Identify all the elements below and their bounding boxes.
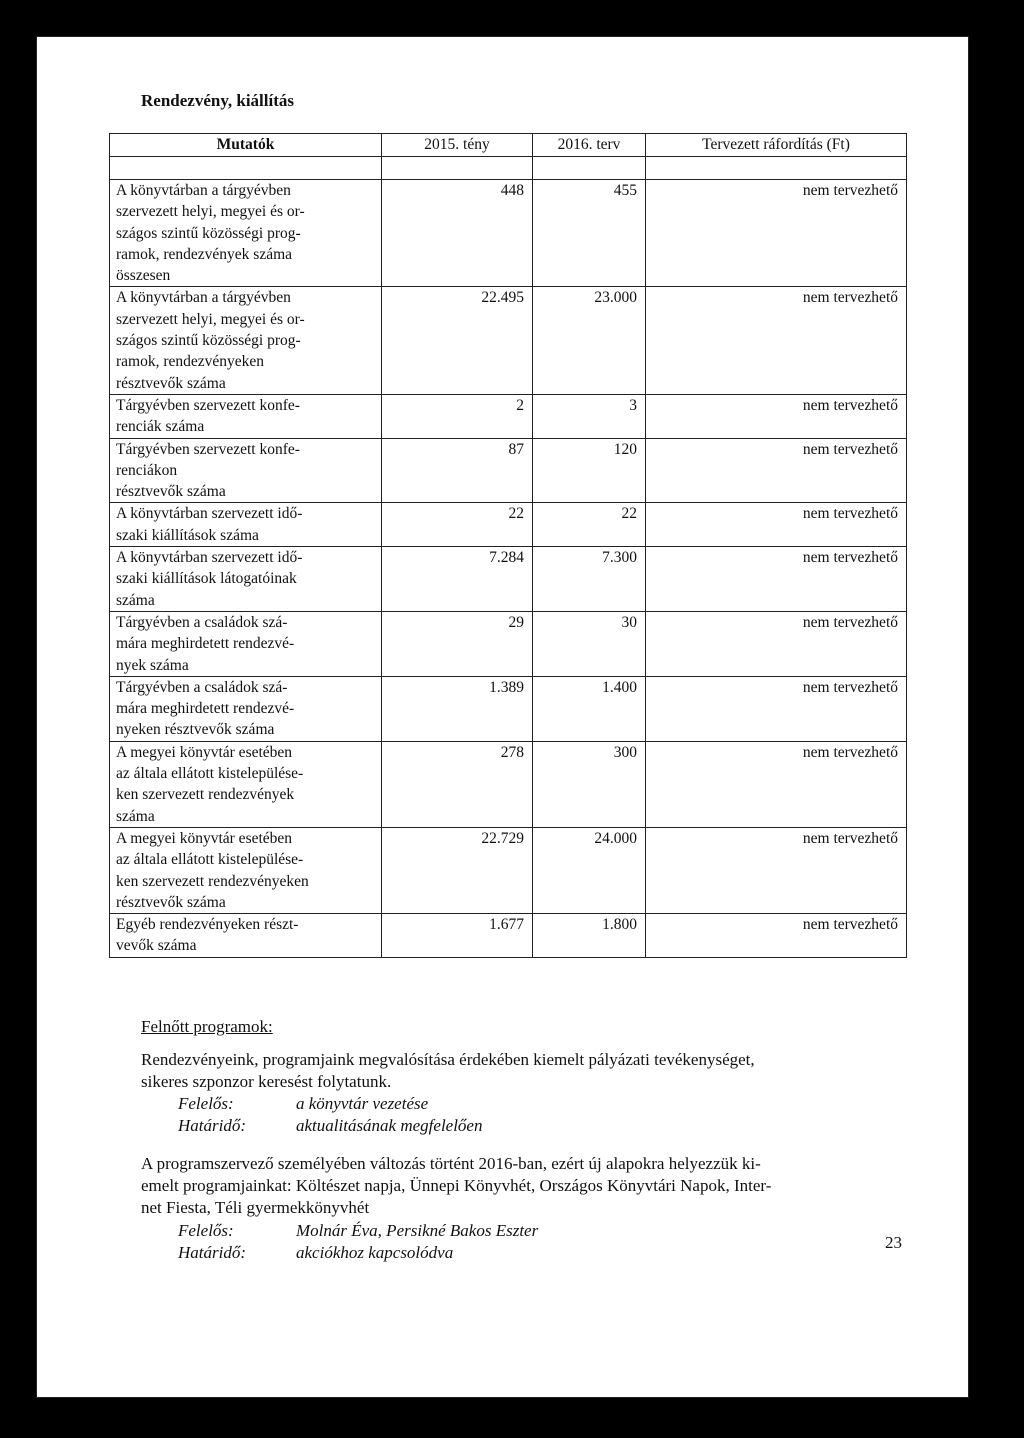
indicator-label-line: az általa ellátott kistelepülése-	[116, 851, 304, 869]
indicator-label-line: vevők száma	[116, 937, 197, 955]
table-row	[110, 914, 907, 958]
value-2016-plan: 24.000	[533, 827, 646, 913]
table-row	[110, 741, 907, 827]
paragraph-line: Rendezvényeink, programjaink megvalósítása érdekében kiemelt pályázati tevékenységet,	[141, 1050, 755, 1069]
indicator-label-line: szágos szintű közösségi prog-	[116, 224, 301, 242]
paragraph-line: emelt programjainkat: Költészet napja, Ünnepi Könyvhét, Országos Könyvtári Napok, Inter-	[141, 1176, 772, 1195]
section-heading: Rendezvény, kiállítás	[141, 91, 295, 110]
indicator-label-line: A könyvtárban a tárgyévben	[116, 289, 291, 307]
planned-cost: nem tervezhető	[646, 741, 907, 827]
planned-cost: nem tervezhető	[646, 914, 907, 958]
indicator-label-line: szaki kiállítások száma	[116, 526, 259, 544]
value-2016-plan: 120	[533, 438, 646, 503]
paragraph-line: A programszervező személyében változás történt 2016-ban, ezért új alapokra helyezzük ki-	[141, 1154, 761, 1173]
indicator-label	[110, 611, 382, 676]
table-row	[110, 547, 907, 612]
value-2015-fact: 278	[382, 741, 533, 827]
paragraph-line: sikeres szponzor keresést folytatunk.	[141, 1072, 392, 1091]
value-2016-plan: 7.300	[533, 547, 646, 612]
table-row	[110, 394, 907, 438]
planned-cost: nem tervezhető	[646, 611, 907, 676]
value-2016-plan: 455	[533, 180, 646, 287]
value-2015-fact: 22.495	[382, 287, 533, 394]
indicator-label-line: A könyvtárban szervezett idő-	[116, 505, 303, 523]
planned-cost: nem tervezhető	[646, 394, 907, 438]
indicator-label-line: renciákon	[116, 461, 178, 479]
header-2016-plan: 2016. terv	[533, 134, 646, 157]
indicator-label-line: Tárgyévben szervezett konfe-	[116, 396, 300, 414]
indicator-label	[110, 180, 382, 287]
table-row	[110, 676, 907, 741]
paragraph-1	[141, 1049, 921, 1093]
indicator-label-line: szervezett helyi, megyei és or-	[116, 203, 305, 221]
indicator-label-line: ramok, rendezvények száma	[116, 245, 293, 263]
indicator-label-line: A könyvtárban a tárgyévben	[116, 182, 291, 199]
indicator-label-line: A megyei könyvtár esetében	[116, 743, 293, 761]
table-row	[110, 503, 907, 547]
table-row	[110, 287, 907, 394]
planned-cost: nem tervezhető	[646, 503, 907, 547]
responsible-label: Felelős:	[178, 1221, 234, 1240]
planned-cost: nem tervezhető	[646, 827, 907, 913]
value-2015-fact: 1.389	[382, 676, 533, 741]
value-2015-fact: 2	[382, 394, 533, 438]
indicator-label-line: száma	[116, 807, 155, 825]
indicator-label-line: összesen	[116, 267, 171, 285]
document-page	[36, 36, 969, 1398]
indicator-label	[110, 676, 382, 741]
indicator-label-line: mára meghirdetett rendezvé-	[116, 700, 295, 718]
value-2016-plan: 23.000	[533, 287, 646, 394]
indicator-label-line: A megyei könyvtár esetében	[116, 829, 293, 847]
indicator-label-line: ramok, rendezvényeken	[116, 353, 265, 371]
indicator-label	[110, 438, 382, 503]
table-row	[110, 611, 907, 676]
table-header-row	[110, 134, 907, 157]
value-2016-plan: 30	[533, 611, 646, 676]
indicator-label-line: mára meghirdetett rendezvé-	[116, 635, 295, 653]
deadline-value: akciókhoz kapcsolódva	[296, 1243, 454, 1262]
responsible-label: Felelős:	[178, 1094, 234, 1113]
deadline-label: Határidő:	[178, 1116, 246, 1135]
table-row	[110, 438, 907, 503]
deadline-label: Határidő:	[178, 1243, 246, 1262]
indicator-label-line: szágos szintű közösségi prog-	[116, 332, 301, 350]
deadline-value: aktualitásának megfelelően	[296, 1116, 483, 1135]
adult-programs-title: Felnőtt programok:	[141, 1017, 273, 1036]
indicator-label-line: Tárgyévben szervezett konfe-	[116, 440, 300, 458]
value-2016-plan: 22	[533, 503, 646, 547]
indicator-label-line: Egyéb rendezvényeken részt-	[116, 916, 299, 934]
value-2015-fact: 448	[382, 180, 533, 287]
indicator-label-line: résztvevők száma	[116, 483, 226, 501]
indicator-label-line: szaki kiállítások látogatóinak	[116, 570, 297, 588]
indicator-label	[110, 827, 382, 913]
indicator-label-line: Tárgyévben a családok szá-	[116, 613, 288, 631]
indicator-label	[110, 287, 382, 394]
value-2015-fact: 1.677	[382, 914, 533, 958]
indicator-label-line: nyeken résztvevők száma	[116, 721, 275, 739]
value-2016-plan: 1.400	[533, 676, 646, 741]
header-planned-cost: Tervezett ráfordítás (Ft)	[646, 134, 907, 157]
header-2015-fact: 2015. tény	[382, 134, 533, 157]
value-2015-fact: 29	[382, 611, 533, 676]
planned-cost: nem tervezhető	[646, 438, 907, 503]
value-2016-plan: 300	[533, 741, 646, 827]
responsible-value: a könyvtár vezetése	[296, 1094, 429, 1113]
indicator-label-line: Tárgyévben a családok szá-	[116, 678, 288, 696]
value-2015-fact: 22	[382, 503, 533, 547]
indicator-label-line: ken szervezett rendezvények	[116, 786, 295, 804]
indicator-label-line: A könyvtárban szervezett idő-	[116, 549, 303, 567]
value-2016-plan: 1.800	[533, 914, 646, 958]
value-2015-fact: 22.729	[382, 827, 533, 913]
paragraph-line: net Fiesta, Téli gyermekkönyvhét	[141, 1198, 370, 1217]
indicator-table	[109, 133, 907, 958]
planned-cost: nem tervezhető	[646, 547, 907, 612]
planned-cost: nem tervezhető	[646, 180, 907, 287]
planned-cost: nem tervezhető	[646, 676, 907, 741]
value-2015-fact: 87	[382, 438, 533, 503]
page-number: 23	[885, 1233, 902, 1252]
indicator-label	[110, 914, 382, 958]
value-2015-fact: 7.284	[382, 547, 533, 612]
indicator-label	[110, 394, 382, 438]
indicator-label-line: résztvevők száma	[116, 893, 226, 911]
indicator-label-line: résztvevők száma	[116, 374, 226, 392]
table-row	[110, 180, 907, 287]
indicator-label-line: renciák száma	[116, 418, 205, 436]
indicator-label-line: nyek száma	[116, 656, 189, 674]
indicator-label	[110, 547, 382, 612]
indicator-label-line: ken szervezett rendezvényeken	[116, 872, 309, 890]
paragraph-2	[141, 1153, 921, 1219]
indicator-label-line: az általa ellátott kistelepülése-	[116, 765, 304, 783]
responsible-value: Molnár Éva, Persikné Bakos Eszter	[296, 1221, 539, 1240]
planned-cost: nem tervezhető	[646, 287, 907, 394]
indicator-label	[110, 503, 382, 547]
indicator-label	[110, 741, 382, 827]
indicator-label-line: szervezett helyi, megyei és or-	[116, 310, 305, 328]
value-2016-plan: 3	[533, 394, 646, 438]
table-row	[110, 827, 907, 913]
indicator-label-line: száma	[116, 591, 155, 609]
header-indicators: Mutatók	[110, 134, 382, 157]
table-spacer-row	[110, 157, 907, 180]
